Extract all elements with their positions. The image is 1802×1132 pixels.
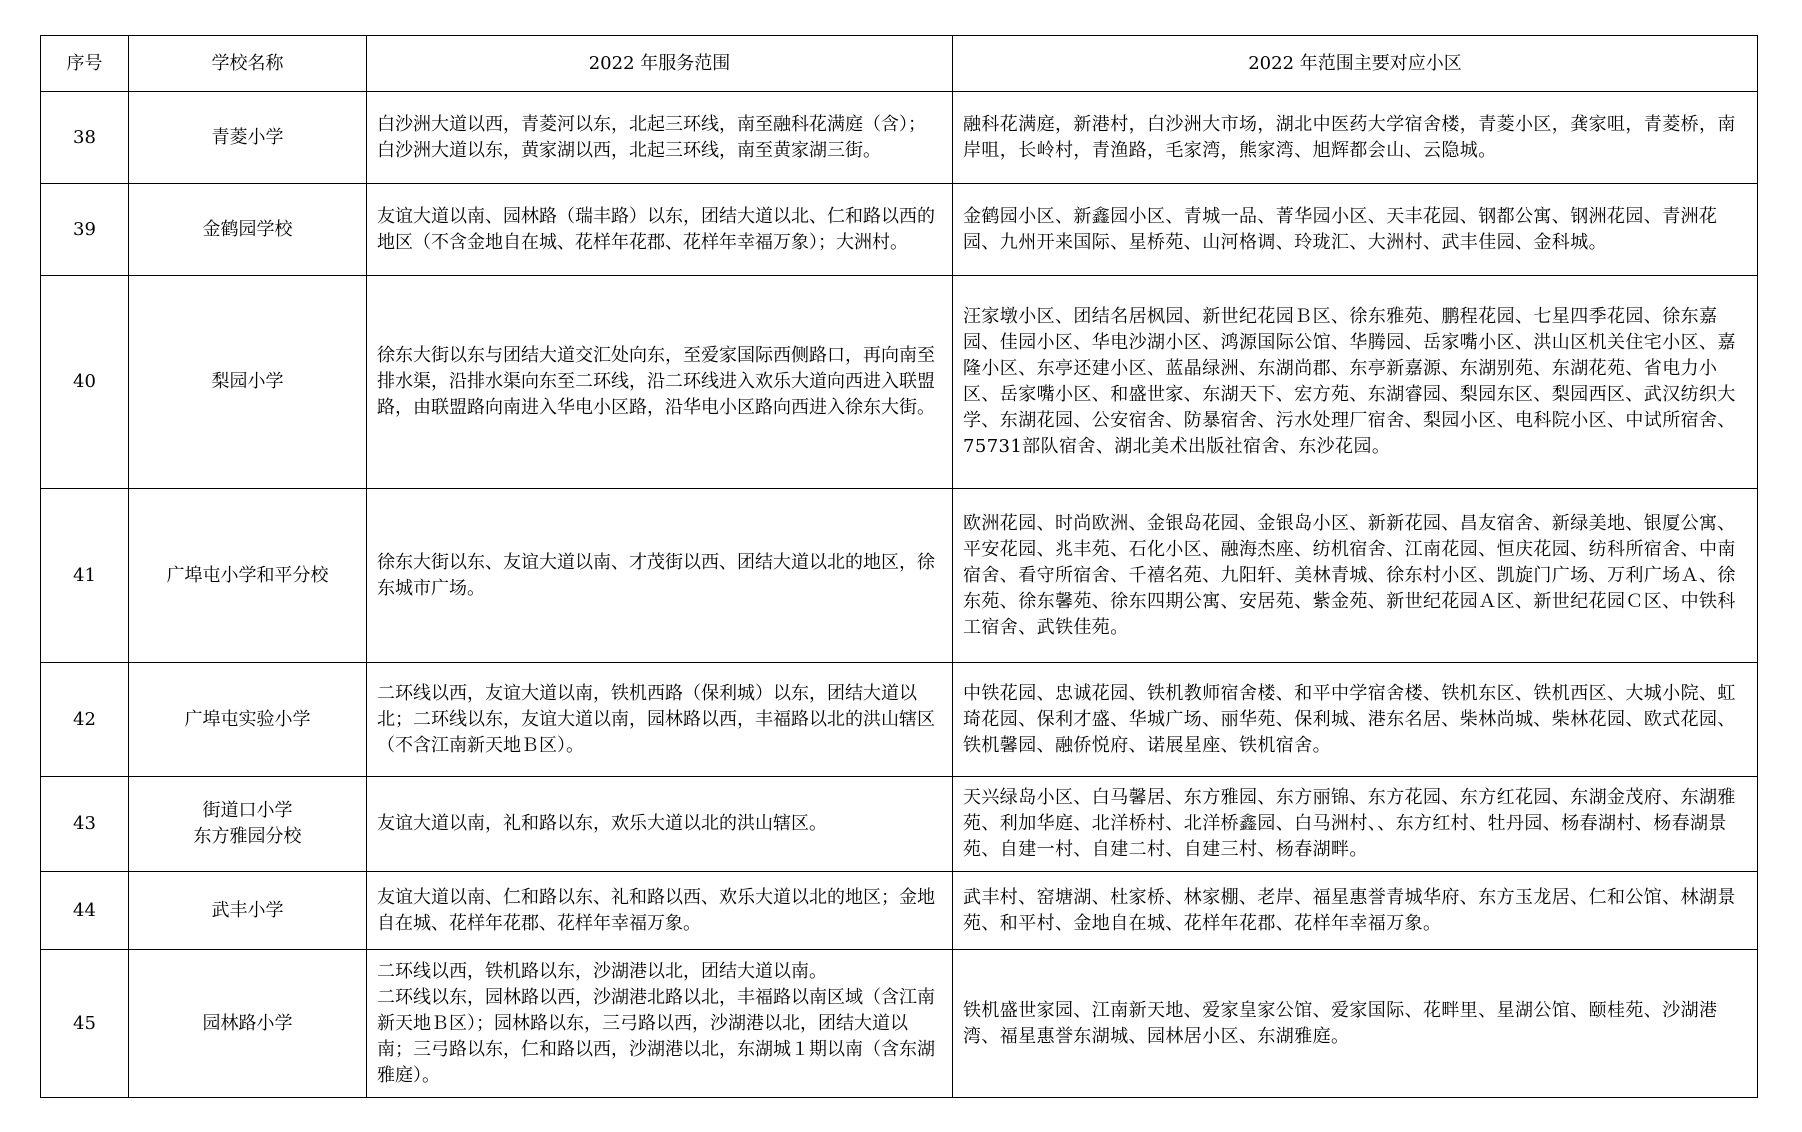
header-communities: 2022 年范围主要对应小区 (953, 36, 1758, 92)
row-number: 44 (41, 872, 129, 950)
table-row (41, 663, 1758, 777)
service-range: 友谊大道以南、仁和路以东、礼和路以西、欢乐大道以北的地区；金地自在城、花样年花郡、花样年幸福万象。 (367, 872, 953, 950)
header-service-range: 2022 年服务范围 (367, 36, 953, 92)
service-range: 徐东大街以东、友谊大道以南、才茂街以西、团结大道以北的地区，徐东城市广场。 (367, 489, 953, 663)
school-district-table (40, 35, 1758, 1098)
table-row (41, 276, 1758, 489)
school-name: 广埠屯小学和平分校 (129, 489, 367, 663)
row-number: 42 (41, 663, 129, 777)
header-no: 序号 (41, 36, 129, 92)
school-name-line-1: 街道口小学 (202, 800, 293, 821)
communities: 汪家墩小区、团结名居枫园、新世纪花园Ｂ区、徐东雅苑、鹏程花园、七星四季花园、徐东嘉园、佳园小区、华电沙湖小区、鸿源国际公馆、华腾园、岳家嘴小区、洪山区机关住宅小区、嘉隆小区、东亭还建小区、蓝晶绿洲、东湖尚郡、东亭新嘉源、东湖别苑、东湖花苑、省电力小区、岳家嘴小区、和盛世家、东湖天下、宏方苑、东湖睿园、梨园东区、梨园西区、武汉纺织大学、东湖花园、公安宿舍、防暴宿舍、污水处理厂宿舍、梨园小区、电科院小区、中试所宿舍、75731部队宿舍、湖北美术出版社宿舍、东沙花园。 (953, 276, 1758, 489)
row-number: 45 (41, 950, 129, 1098)
communities: 欧洲花园、时尚欧洲、金银岛花园、金银岛小区、新新花园、昌友宿舍、新绿美地、银厦公寓、平安花园、兆丰苑、石化小区、融海杰座、纺机宿舍、江南花园、恒庆花园、纺科所宿舍、中南宿舍、看守所宿舍、千禧名苑、九阳轩、美林青城、徐东村小区、凯旋门广场、万利广场Ａ、徐东苑、徐东馨苑、徐东四期公寓、安居苑、紫金苑、新世纪花园Ａ区、新世纪花园Ｃ区、中铁科工宿舍、武铁佳苑。 (953, 489, 1758, 663)
communities: 金鹤园小区、新鑫园小区、青城一品、菁华园小区、天丰花园、钢都公寓、钢洲花园、青洲花园、九州开来国际、星桥苑、山河格调、玲珑汇、大洲村、武丰佳园、金科城。 (953, 184, 1758, 276)
service-range-line-1: 二环线以西，铁机路以东，沙湖港以北，团结大道以南。 (377, 960, 827, 982)
communities: 天兴绿岛小区、白马馨居、东方雅园、东方丽锦、东方花园、东方红花园、东湖金茂府、东湖雅苑、利加华庭、北洋桥村、北洋桥鑫园、白马洲村、、东方红村、牡丹园、杨春湖村、杨春湖景苑、自建一村、自建二村、自建三村、杨春湖畔。 (953, 777, 1758, 872)
table-row (41, 872, 1758, 950)
header-row (41, 36, 1758, 92)
school-name: 广埠屯实验小学 (129, 663, 367, 777)
row-number: 40 (41, 276, 129, 489)
school-name-line-2: 东方雅园分校 (193, 826, 302, 847)
table-row (41, 777, 1758, 872)
service-range (367, 950, 953, 1098)
table-row (41, 92, 1758, 184)
table-row (41, 950, 1758, 1098)
service-range: 友谊大道以南，礼和路以东，欢乐大道以北的洪山辖区。 (367, 777, 953, 872)
school-name: 青菱小学 (129, 92, 367, 184)
service-range: 友谊大道以南、园林路（瑞丰路）以东，团结大道以北、仁和路以西的地区（不含金地自在城、花样年花郡、花样年幸福万象）；大洲村。 (367, 184, 953, 276)
table-row (41, 184, 1758, 276)
table-row (41, 489, 1758, 663)
row-number: 38 (41, 92, 129, 184)
row-number: 41 (41, 489, 129, 663)
service-range: 徐东大街以东与团结大道交汇处向东，至爱家国际西侧路口，再向南至排水渠，沿排水渠向东至二环线，沿二环线进入欢乐大道向西进入联盟路，由联盟路向南进入华电小区路，沿华电小区路向西进入徐东大街。 (367, 276, 953, 489)
school-name (129, 777, 367, 872)
service-range: 二环线以西，友谊大道以南，铁机西路（保利城）以东，团结大道以北；二环线以东，友谊大道以南，园林路以西，丰福路以北的洪山辖区（不含江南新天地Ｂ区）。 (367, 663, 953, 777)
communities: 融科花满庭，新港村，白沙洲大市场，湖北中医药大学宿舍楼，青菱小区，龚家咀，青菱桥，南岸咀，长岭村，青渔路，毛家湾，熊家湾、旭辉都会山、云隐城。 (953, 92, 1758, 184)
service-range: 白沙洲大道以西，青菱河以东，北起三环线，南至融科花满庭（含）；白沙洲大道以东，黄家湖以西，北起三环线，南至黄家湖三街。 (367, 92, 953, 184)
communities: 武丰村、窑塘湖、杜家桥、林家棚、老岸、福星惠誉青城华府、东方玉龙居、仁和公馆、林湖景苑、和平村、金地自在城、花样年花郡、花样年幸福万象。 (953, 872, 1758, 950)
school-name: 金鹤园学校 (129, 184, 367, 276)
school-name: 园林路小学 (129, 950, 367, 1098)
school-name: 武丰小学 (129, 872, 367, 950)
header-school-name: 学校名称 (129, 36, 367, 92)
school-name: 梨园小学 (129, 276, 367, 489)
communities: 中铁花园、忠诚花园、铁机教师宿舍楼、和平中学宿舍楼、铁机东区、铁机西区、大城小院、虹琦花园、保利才盛、华城广场、丽华苑、保利城、港东名居、柴林尚城、柴林花园、欧式花园、铁机馨园、融侨悦府、诺展星座、铁机宿舍。 (953, 663, 1758, 777)
service-range-line-2: 二环线以东，园林路以西，沙湖港北路以北，丰福路以南区域（含江南新天地Ｂ区）；园林路以东，三弓路以西，沙湖港以北，团结大道以南；三弓路以东，仁和路以西，沙湖港以北，东湖城１期以南（含东湖雅庭）。 (377, 986, 935, 1086)
communities: 铁机盛世家园、江南新天地、爱家皇家公馆、爱家国际、花畔里、星湖公馆、颐桂苑、沙湖港湾、福星惠誉东湖城、园林居小区、东湖雅庭。 (953, 950, 1758, 1098)
row-number: 39 (41, 184, 129, 276)
row-number: 43 (41, 777, 129, 872)
